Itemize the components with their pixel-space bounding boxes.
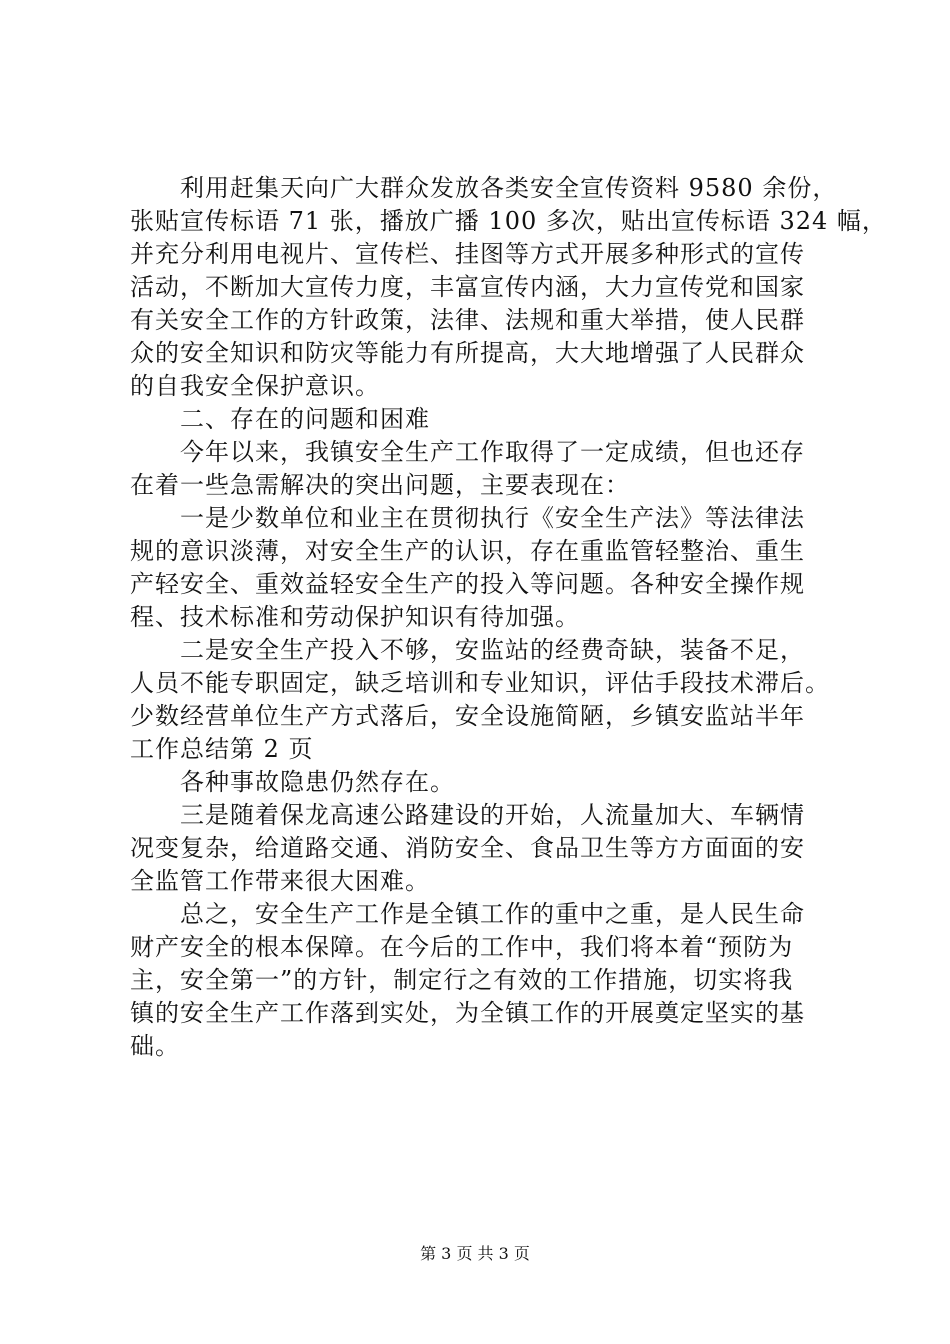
text-line: 有关安全工作的方针政策，法律、法规和重大举措，使人民群 <box>130 306 805 334</box>
text-line: 并充分利用电视片、宣传栏、挂图等方式开展多种形式的宣传 <box>130 240 805 268</box>
text-line: 人员不能专职固定，缺乏培训和专业知识，评估手段技术滞后。 <box>130 669 830 697</box>
page-footer <box>0 1244 950 1264</box>
text-line: 今年以来，我镇安全生产工作取得了一定成绩，但也还存 <box>180 438 805 466</box>
text-line: 程、技术标准和劳动保护知识有待加强。 <box>130 603 580 631</box>
text-line: 三是随着保龙高速公路建设的开始，人流量加大、车辆情 <box>180 801 805 829</box>
text-line: 众的安全知识和防灾等能力有所提高，大大地增强了人民群众 <box>130 339 805 367</box>
text-line: 工作总结第 2 页 <box>130 735 314 763</box>
text-line: 活动，不断加大宣传力度，丰富宣传内涵，大力宣传党和国家 <box>130 273 805 301</box>
text-line: 况变复杂，给道路交通、消防安全、食品卫生等方方面面的安 <box>130 834 805 862</box>
text-line: 总之，安全生产工作是全镇工作的重中之重，是人民生命 <box>180 900 805 928</box>
text-line: 主，安全第一”的方针，制定行之有效的工作措施，切实将我 <box>130 966 794 994</box>
text-line: 全监管工作带来很大困难。 <box>130 867 430 895</box>
text-line: 各种事故隐患仍然存在。 <box>180 768 455 796</box>
text-line: 财产安全的根本保障。在今后的工作中，我们将本着“预防为 <box>130 933 794 961</box>
text-line: 的自我安全保护意识。 <box>130 372 380 400</box>
text-line: 规的意识淡薄，对安全生产的认识，存在重监管轻整治、重生 <box>130 537 805 565</box>
text-line: 利用赶集天向广大群众发放各类安全宣传资料 9580 余份， <box>180 174 838 202</box>
text-line: 少数经营单位生产方式落后，安全设施简陋，乡镇安监站半年 <box>130 702 805 730</box>
text-line: 在着一些急需解决的突出问题，主要表现在： <box>130 471 630 499</box>
text-line: 二是安全生产投入不够，安监站的经费奇缺，装备不足， <box>180 636 805 664</box>
page-number: 第 3 页 共 3 页 <box>420 1244 530 1263</box>
document-body <box>130 172 887 1063</box>
text-line: 产轻安全、重效益轻安全生产的投入等问题。各种安全操作规 <box>130 570 805 598</box>
text-line: 镇的安全生产工作落到实处，为全镇工作的开展奠定坚实的基 <box>130 999 805 1027</box>
text-line: 一是少数单位和业主在贯彻执行《安全生产法》等法律法 <box>180 504 805 532</box>
section-heading: 二、存在的问题和困难 <box>180 405 430 433</box>
text-line: 张贴宣传标语 71 张，播放广播 100 多次，贴出宣传标语 324 幅， <box>130 207 887 235</box>
text-line: 础。 <box>130 1032 180 1060</box>
